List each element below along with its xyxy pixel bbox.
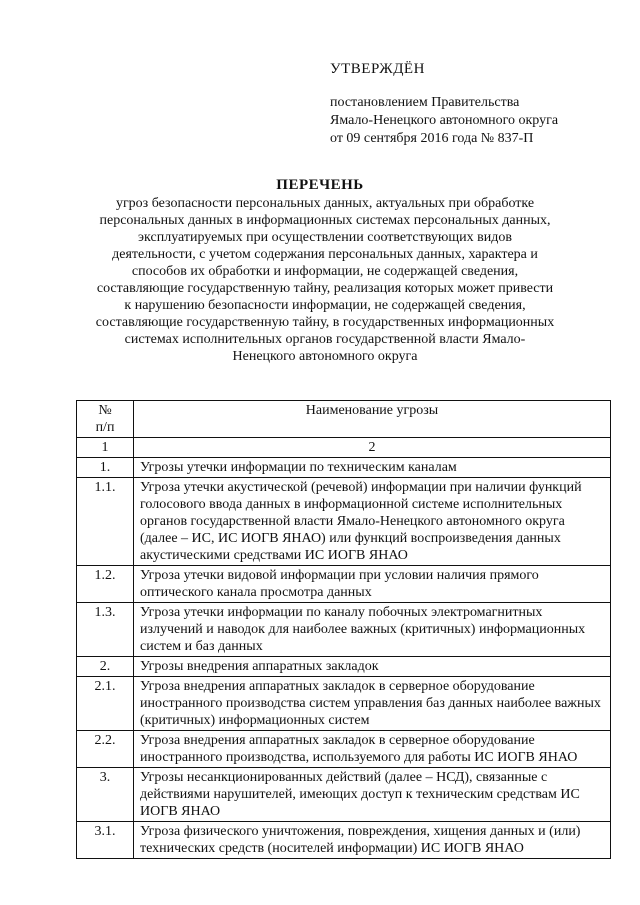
document-subtitle: угроз безопасности персональных данных, актуальных при обработке персональных данных в информационных системах персональных данных, эксплуатируемых при осуществлении соответствующих видов деятельности, с учетом содержания персональных данных, характера и способов их обработки и информации, не содержащей сведения, составляющие государственную тайну, реализация которых может привести к нарушению безопасности информации, не содержащей сведения, составляющие государственную тайну, в государственных информационных системах исполнительных органов государственной власти Ямало-Ненецкого автономного округа (95, 196, 555, 364)
table-row (77, 822, 611, 859)
table-row (77, 768, 611, 822)
row-threat-name: Угроза утечки видовой информации при условии наличия прямого оптического канала просмотра данных (134, 566, 611, 603)
table-header-row (77, 401, 611, 438)
approval-line-2: Ямало-Ненецкого автономного округа (330, 113, 559, 128)
approval-block (330, 60, 620, 148)
header-number-line-1: № (98, 403, 112, 418)
table-row (77, 566, 611, 603)
header-number-line-2: п/п (95, 420, 115, 435)
approval-line-1: постановлением Правительства (330, 95, 520, 110)
header-number (77, 401, 134, 438)
row-threat-name: Угроза физического уничтожения, повреждения, хищения данных и (или) технических средств (носителей информации) ИС ИОГВ ЯНАО (134, 822, 611, 859)
row-number: 1. (77, 458, 134, 478)
row-threat-name: Угроза внедрения аппаратных закладок в серверное оборудование иностранного производства, используемого для работы ИС ИОГВ ЯНАО (134, 731, 611, 768)
row-number: 1.2. (77, 566, 134, 603)
row-threat-name: Угроза утечки акустической (речевой) информации при наличии функций голосового ввода данных в информационной системе исполнительных органов государственной власти Ямало-Ненецкого автономного округа (далее – ИС, ИС ИОГВ ЯНАО) или функций воспроизведения данных акустическими средствами ИС ИОГВ ЯНАО (134, 478, 611, 566)
row-number: 1.3. (77, 603, 134, 657)
row-number: 2. (77, 657, 134, 677)
row-number: 2.1. (77, 677, 134, 731)
table-row (77, 458, 611, 478)
row-number: 3.1. (77, 822, 134, 859)
approval-status: УТВЕРЖДЁН (330, 61, 425, 77)
table-index-row (77, 438, 611, 458)
table-row (77, 657, 611, 677)
row-threat-name: Угрозы утечки информации по техническим каналам (134, 458, 611, 478)
row-threat-name: Угрозы несанкционированных действий (далее – НСД), связанные с действиями нарушителей, имеющих доступ к техническим средствам ИС ИОГВ ЯНАО (134, 768, 611, 822)
table-row (77, 603, 611, 657)
row-threat-name: Угроза утечки информации по каналу побочных электромагнитных излучений и наводок для наиболее важных (критичных) информационных систем и баз данных (134, 603, 611, 657)
threats-table (76, 400, 611, 859)
row-threat-name: Угрозы внедрения аппаратных закладок (134, 657, 611, 677)
table-row (77, 677, 611, 731)
index-col-1: 1 (77, 438, 134, 458)
table-row (77, 731, 611, 768)
table-row (77, 478, 611, 566)
document-title: ПЕРЕЧЕНЬ (276, 177, 364, 193)
index-col-2: 2 (134, 438, 611, 458)
approval-line-3: от 09 сентября 2016 года № 837-П (330, 131, 534, 146)
row-number: 3. (77, 768, 134, 822)
row-number: 1.1. (77, 478, 134, 566)
header-threat-name: Наименование угрозы (134, 401, 611, 438)
row-number: 2.2. (77, 731, 134, 768)
row-threat-name: Угроза внедрения аппаратных закладок в серверное оборудование иностранного производства систем управления баз данных наиболее важных (критичных) информационных систем (134, 677, 611, 731)
